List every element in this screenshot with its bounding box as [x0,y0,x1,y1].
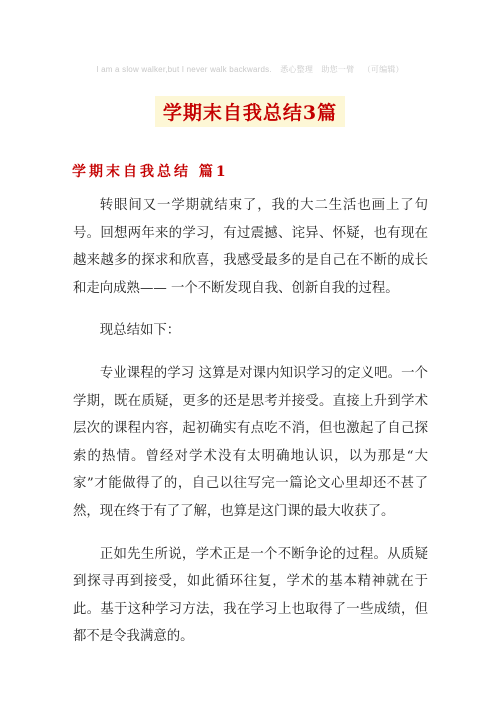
header-tag: （可编辑） [362,65,404,74]
section-heading: 学期末自我总结 篇1 [72,164,229,180]
header-tag: 助您一臂 [321,65,355,74]
body-paragraph: 正如先生所说，学术正是一个不断争论的过程。从质疑到探寻再到接受，如此循环往复，学术的基本精神就在于此。基于这种学习方法，我在学习上也取得了一些成绩，但都不是令我满意的。 [73,546,428,645]
page-header [0,64,500,75]
body-paragraph: 现总结如下： [99,323,181,339]
body-paragraph: 专业课程的学习 这算是对课内知识学习的定义吧。一个学期，既在质疑，更多的还是思考并接受。直接上升到学术层次的课程内容，起初确实有点吃不消，但也激起了自己探索的热情。曾经对学术没有太明确地认识，以为那是“大家”才能做得了的，自己以往写完一篇论文心里却还不甚了然，现在终于有了了解，也算是这门课的最大收获了。 [73,365,428,519]
header-tag: 悉心整理 [280,65,314,74]
body-paragraph: 转眼间又一学期就结束了，我的大二生活也画上了句号。回想两年来的学习，有过震撼、诧异、怀疑，也有现在越来越多的探求和欣喜，我感受最多的是自己在不断的成长和走向成熟—— 一个不断发现自我、创新自我的过程。 [73,198,428,296]
title-container [0,96,500,127]
document-title: 学期末自我总结3篇 [155,96,345,127]
document-body [73,192,428,666]
header-motto: I am a slow walker,but I never walk backwards. [96,65,272,74]
